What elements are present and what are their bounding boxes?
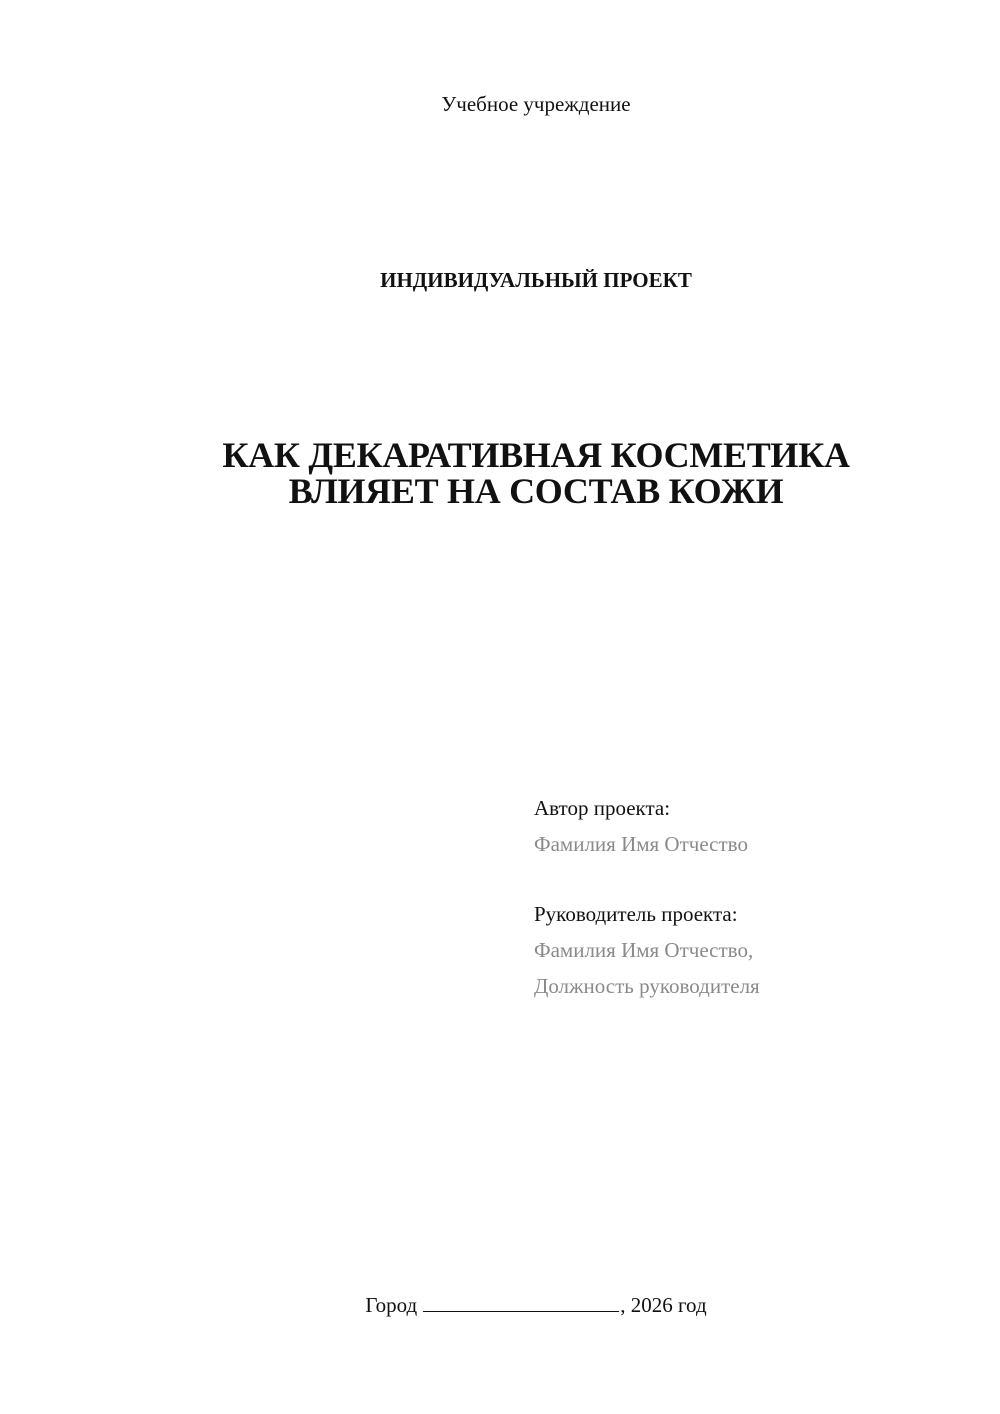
credits-block <box>534 790 760 1004</box>
supervisor-position-placeholder: Должность руководителя <box>534 974 760 998</box>
city-year-line <box>0 1291 1000 1318</box>
author-label: Автор проекта: <box>534 796 671 820</box>
institution-name: Учебное учреждение <box>441 92 631 116</box>
project-title-line-2: ВЛИЯЕТ НА СОСТАВ КОЖИ <box>288 471 784 511</box>
supervisor-label: Руководитель проекта: <box>534 902 738 926</box>
document-type-heading: ИНДИВИДУАЛЬНЫЙ ПРОЕКТ <box>380 268 692 292</box>
author-name-placeholder: Фамилия Имя Отчество <box>534 832 748 856</box>
city-label: Город <box>365 1293 418 1317</box>
project-title-line-1: КАК ДЕКАРАТИВНАЯ КОСМЕТИКА <box>222 435 850 475</box>
year-text: , 2026 год <box>620 1293 707 1317</box>
city-blank-field <box>423 1291 619 1312</box>
spacer <box>534 862 760 896</box>
supervisor-name-placeholder: Фамилия Имя Отчество, <box>534 938 754 962</box>
project-title <box>0 437 1000 509</box>
